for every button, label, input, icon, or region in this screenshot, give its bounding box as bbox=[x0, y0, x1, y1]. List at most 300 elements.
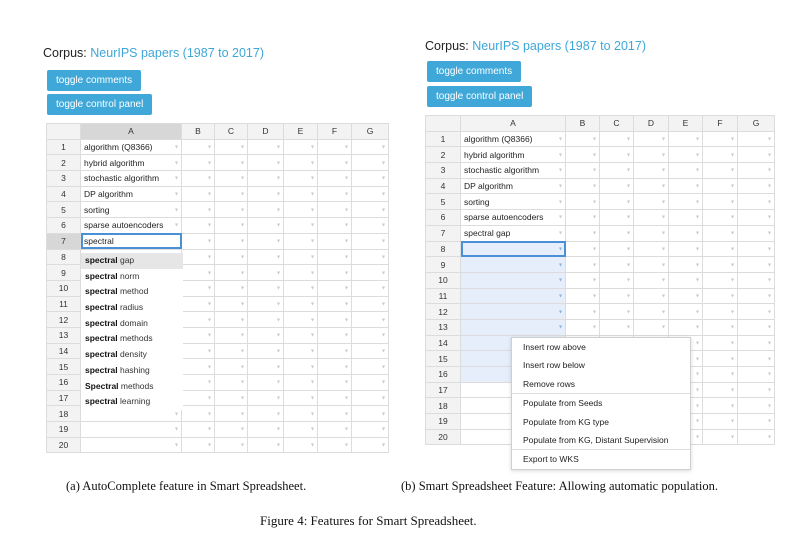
cell[interactable] bbox=[738, 194, 775, 210]
cell-a[interactable]: sorting ▾ bbox=[461, 194, 566, 210]
left-column-header-d[interactable]: D bbox=[248, 124, 284, 140]
cell[interactable] bbox=[669, 131, 703, 147]
cell[interactable] bbox=[703, 335, 738, 351]
row-number[interactable]: 10 bbox=[426, 272, 461, 288]
cell-a[interactable]: stochastic algorithm ▾ bbox=[81, 171, 182, 187]
cell[interactable] bbox=[566, 225, 600, 241]
row-number[interactable]: 11 bbox=[47, 296, 81, 312]
menu-item-export-to-wks[interactable]: Export to WKS bbox=[523, 454, 579, 465]
cell[interactable] bbox=[284, 233, 318, 249]
cell[interactable] bbox=[352, 233, 389, 249]
cell[interactable] bbox=[182, 265, 215, 281]
row-number[interactable]: 15 bbox=[47, 359, 81, 375]
row-number[interactable]: 13 bbox=[47, 327, 81, 343]
cell[interactable] bbox=[738, 398, 775, 414]
cell[interactable] bbox=[248, 218, 284, 234]
cell[interactable] bbox=[215, 437, 248, 453]
cell[interactable] bbox=[634, 241, 669, 257]
cell[interactable] bbox=[600, 194, 634, 210]
row-number[interactable]: 12 bbox=[47, 312, 81, 328]
cell[interactable] bbox=[318, 422, 352, 438]
cell[interactable] bbox=[738, 178, 775, 194]
cell[interactable] bbox=[703, 163, 738, 179]
cell[interactable] bbox=[284, 312, 318, 328]
cell[interactable] bbox=[566, 210, 600, 226]
cell-a[interactable]: sorting ▾ bbox=[81, 202, 182, 218]
cell[interactable] bbox=[703, 319, 738, 335]
cell[interactable] bbox=[352, 406, 389, 422]
cell[interactable] bbox=[284, 186, 318, 202]
cell[interactable] bbox=[284, 406, 318, 422]
cell[interactable] bbox=[284, 359, 318, 375]
autocomplete-option[interactable] bbox=[81, 363, 183, 379]
cell[interactable] bbox=[703, 351, 738, 367]
cell[interactable] bbox=[634, 178, 669, 194]
cell[interactable] bbox=[248, 422, 284, 438]
cell[interactable] bbox=[284, 249, 318, 265]
right-corpus-link[interactable]: NeurIPS papers (1987 to 2017) bbox=[472, 39, 646, 53]
row-number[interactable]: 10 bbox=[47, 280, 81, 296]
cell[interactable] bbox=[182, 186, 215, 202]
cell[interactable] bbox=[248, 186, 284, 202]
left-corpus-link[interactable]: NeurIPS papers (1987 to 2017) bbox=[90, 46, 264, 60]
cell[interactable] bbox=[703, 194, 738, 210]
cell[interactable] bbox=[600, 178, 634, 194]
cell[interactable] bbox=[182, 139, 215, 155]
cell[interactable] bbox=[669, 272, 703, 288]
cell[interactable] bbox=[669, 194, 703, 210]
row-number[interactable]: 18 bbox=[47, 406, 81, 422]
cell[interactable] bbox=[703, 429, 738, 445]
cell[interactable] bbox=[248, 280, 284, 296]
cell[interactable] bbox=[703, 367, 738, 383]
cell[interactable] bbox=[284, 437, 318, 453]
right-toggle-control-panel-button[interactable]: toggle control panel bbox=[427, 86, 532, 107]
cell[interactable] bbox=[215, 390, 248, 406]
cell[interactable] bbox=[634, 288, 669, 304]
cell[interactable] bbox=[318, 359, 352, 375]
cell[interactable] bbox=[634, 131, 669, 147]
cell-a[interactable]: stochastic algorithm ▾ bbox=[461, 163, 566, 179]
cell[interactable] bbox=[703, 304, 738, 320]
cell[interactable] bbox=[215, 265, 248, 281]
cell[interactable] bbox=[318, 390, 352, 406]
cell[interactable] bbox=[248, 202, 284, 218]
cell[interactable] bbox=[600, 288, 634, 304]
cell[interactable] bbox=[738, 351, 775, 367]
cell[interactable] bbox=[318, 280, 352, 296]
cell[interactable] bbox=[566, 257, 600, 273]
cell[interactable] bbox=[352, 155, 389, 171]
cell[interactable] bbox=[669, 163, 703, 179]
cell[interactable] bbox=[215, 249, 248, 265]
row-number[interactable]: 6 bbox=[47, 218, 81, 234]
cell[interactable] bbox=[566, 147, 600, 163]
row-number[interactable]: 9 bbox=[426, 257, 461, 273]
row-number[interactable]: 16 bbox=[426, 367, 461, 383]
cell[interactable] bbox=[352, 171, 389, 187]
cell[interactable] bbox=[248, 171, 284, 187]
cell[interactable] bbox=[248, 375, 284, 391]
cell-a[interactable]: spectral bbox=[81, 233, 182, 249]
cell-a[interactable]: sparse autoencoders ▾ bbox=[81, 218, 182, 234]
cell[interactable] bbox=[182, 406, 215, 422]
cell[interactable] bbox=[703, 288, 738, 304]
right-toggle-comments-button[interactable]: toggle comments bbox=[427, 61, 521, 82]
menu-item-populate-from-seeds[interactable]: Populate from Seeds bbox=[523, 398, 603, 409]
cell[interactable] bbox=[318, 233, 352, 249]
cell[interactable] bbox=[566, 304, 600, 320]
cell[interactable] bbox=[703, 257, 738, 273]
cell[interactable] bbox=[669, 288, 703, 304]
cell[interactable] bbox=[182, 327, 215, 343]
row-number[interactable]: 8 bbox=[47, 249, 81, 265]
left-column-header-g[interactable]: G bbox=[352, 124, 389, 140]
cell[interactable] bbox=[284, 265, 318, 281]
cell[interactable] bbox=[738, 382, 775, 398]
cell[interactable] bbox=[215, 202, 248, 218]
cell[interactable] bbox=[738, 163, 775, 179]
cell[interactable] bbox=[634, 225, 669, 241]
cell[interactable] bbox=[182, 359, 215, 375]
autocomplete-option[interactable] bbox=[81, 269, 183, 285]
cell-a[interactable]: algorithm (Q8366) ▾ bbox=[461, 131, 566, 147]
cell[interactable] bbox=[738, 414, 775, 430]
cell[interactable] bbox=[182, 155, 215, 171]
cell[interactable] bbox=[634, 272, 669, 288]
cell[interactable] bbox=[634, 210, 669, 226]
row-number[interactable]: 14 bbox=[426, 335, 461, 351]
cell[interactable] bbox=[669, 178, 703, 194]
menu-item-insert-row-above[interactable]: Insert row above bbox=[523, 342, 586, 352]
cell[interactable] bbox=[248, 406, 284, 422]
menu-item-remove-rows[interactable]: Remove rows bbox=[523, 378, 575, 389]
cell-a[interactable] bbox=[461, 272, 566, 288]
cell[interactable] bbox=[703, 272, 738, 288]
cell[interactable] bbox=[634, 163, 669, 179]
cell[interactable] bbox=[634, 257, 669, 273]
cell[interactable] bbox=[182, 343, 215, 359]
cell[interactable] bbox=[703, 398, 738, 414]
row-number[interactable]: 7 bbox=[426, 225, 461, 241]
cell[interactable] bbox=[566, 288, 600, 304]
row-number[interactable]: 2 bbox=[47, 155, 81, 171]
cell-a[interactable]: spectral gap ▾ bbox=[461, 225, 566, 241]
cell[interactable] bbox=[738, 225, 775, 241]
cell[interactable] bbox=[215, 139, 248, 155]
cell[interactable] bbox=[215, 171, 248, 187]
cell[interactable] bbox=[669, 304, 703, 320]
row-number[interactable]: 20 bbox=[426, 429, 461, 445]
cell[interactable] bbox=[182, 296, 215, 312]
cell[interactable] bbox=[284, 343, 318, 359]
cell[interactable] bbox=[248, 390, 284, 406]
cell[interactable] bbox=[248, 359, 284, 375]
row-number[interactable]: 13 bbox=[426, 319, 461, 335]
cell[interactable] bbox=[284, 171, 318, 187]
row-number[interactable]: 14 bbox=[47, 343, 81, 359]
right-column-header-a[interactable]: A bbox=[461, 116, 566, 132]
cell[interactable] bbox=[738, 429, 775, 445]
cell[interactable] bbox=[318, 343, 352, 359]
cell[interactable] bbox=[318, 202, 352, 218]
cell[interactable] bbox=[738, 288, 775, 304]
cell[interactable] bbox=[352, 265, 389, 281]
cell[interactable] bbox=[215, 327, 248, 343]
right-column-header-f[interactable]: F bbox=[703, 116, 738, 132]
cell[interactable] bbox=[182, 249, 215, 265]
cell[interactable] bbox=[352, 359, 389, 375]
right-column-header-e[interactable]: E bbox=[669, 116, 703, 132]
cell[interactable] bbox=[738, 304, 775, 320]
menu-item-populate-from-kg-distant-supervision[interactable]: Populate from KG, Distant Supervision bbox=[523, 434, 669, 445]
row-number[interactable]: 1 bbox=[426, 131, 461, 147]
cell-a[interactable] bbox=[461, 304, 566, 320]
cell[interactable] bbox=[182, 280, 215, 296]
cell-a[interactable] bbox=[461, 257, 566, 273]
cell[interactable] bbox=[318, 139, 352, 155]
menu-item-insert-row-below[interactable]: Insert row below bbox=[523, 360, 585, 371]
row-number[interactable]: 17 bbox=[426, 382, 461, 398]
row-number[interactable]: 6 bbox=[426, 210, 461, 226]
cell[interactable] bbox=[318, 171, 352, 187]
row-number[interactable]: 3 bbox=[426, 163, 461, 179]
cell-a[interactable]: hybrid algorithm ▾ bbox=[461, 147, 566, 163]
right-column-header-c[interactable]: C bbox=[600, 116, 634, 132]
cell[interactable] bbox=[566, 272, 600, 288]
cell[interactable] bbox=[352, 437, 389, 453]
cell[interactable] bbox=[248, 312, 284, 328]
cell[interactable] bbox=[318, 249, 352, 265]
cell[interactable] bbox=[738, 210, 775, 226]
cell-a[interactable] bbox=[81, 422, 182, 438]
row-number[interactable]: 4 bbox=[426, 178, 461, 194]
row-number[interactable]: 4 bbox=[47, 186, 81, 202]
cell[interactable] bbox=[600, 257, 634, 273]
row-number[interactable]: 5 bbox=[426, 194, 461, 210]
cell[interactable] bbox=[600, 241, 634, 257]
cell[interactable] bbox=[248, 296, 284, 312]
cell-a[interactable] bbox=[461, 319, 566, 335]
cell[interactable] bbox=[284, 296, 318, 312]
cell[interactable] bbox=[352, 296, 389, 312]
cell[interactable] bbox=[318, 327, 352, 343]
cell[interactable] bbox=[284, 327, 318, 343]
cell[interactable] bbox=[318, 265, 352, 281]
left-toggle-comments-button[interactable]: toggle comments bbox=[47, 70, 141, 91]
cell[interactable] bbox=[703, 131, 738, 147]
cell[interactable] bbox=[215, 359, 248, 375]
cell[interactable] bbox=[284, 390, 318, 406]
autocomplete-option[interactable] bbox=[81, 300, 183, 316]
row-number[interactable]: 17 bbox=[47, 390, 81, 406]
autocomplete-option[interactable] bbox=[81, 347, 183, 363]
cell[interactable] bbox=[352, 390, 389, 406]
cell[interactable] bbox=[738, 335, 775, 351]
row-number[interactable]: 1 bbox=[47, 139, 81, 155]
cell[interactable] bbox=[600, 131, 634, 147]
cell[interactable] bbox=[182, 390, 215, 406]
cell[interactable] bbox=[284, 218, 318, 234]
cell-a[interactable]: hybrid algorithm ▾ bbox=[81, 155, 182, 171]
row-number[interactable]: 20 bbox=[47, 437, 81, 453]
cell[interactable] bbox=[318, 406, 352, 422]
row-number[interactable]: 2 bbox=[426, 147, 461, 163]
cell[interactable] bbox=[600, 304, 634, 320]
left-column-header-b[interactable]: B bbox=[182, 124, 215, 140]
cell[interactable] bbox=[318, 218, 352, 234]
cell-a[interactable]: algorithm (Q8366) ▾ bbox=[81, 139, 182, 155]
left-toggle-control-panel-button[interactable]: toggle control panel bbox=[47, 94, 152, 115]
cell[interactable] bbox=[738, 147, 775, 163]
autocomplete-option[interactable] bbox=[81, 331, 183, 347]
cell[interactable] bbox=[703, 382, 738, 398]
cell[interactable] bbox=[566, 319, 600, 335]
cell[interactable] bbox=[703, 241, 738, 257]
cell[interactable] bbox=[284, 139, 318, 155]
right-corner-cell[interactable] bbox=[426, 116, 461, 132]
row-number[interactable]: 16 bbox=[47, 375, 81, 391]
cell[interactable] bbox=[215, 186, 248, 202]
left-column-header-a[interactable]: A bbox=[81, 124, 182, 140]
cell[interactable] bbox=[215, 296, 248, 312]
right-column-header-b[interactable]: B bbox=[566, 116, 600, 132]
cell[interactable] bbox=[284, 375, 318, 391]
cell[interactable] bbox=[566, 131, 600, 147]
cell[interactable] bbox=[284, 422, 318, 438]
cell[interactable] bbox=[669, 210, 703, 226]
cell[interactable] bbox=[669, 147, 703, 163]
cell[interactable] bbox=[600, 210, 634, 226]
cell-a[interactable] bbox=[461, 241, 566, 257]
cell[interactable] bbox=[215, 155, 248, 171]
cell[interactable] bbox=[284, 280, 318, 296]
cell[interactable] bbox=[352, 375, 389, 391]
autocomplete-option[interactable] bbox=[81, 316, 183, 332]
cell[interactable] bbox=[352, 249, 389, 265]
cell[interactable] bbox=[634, 304, 669, 320]
cell[interactable] bbox=[738, 257, 775, 273]
row-number[interactable]: 15 bbox=[426, 351, 461, 367]
autocomplete-option[interactable] bbox=[81, 379, 183, 395]
autocomplete-option[interactable] bbox=[81, 253, 183, 269]
cell[interactable] bbox=[566, 178, 600, 194]
cell[interactable] bbox=[318, 312, 352, 328]
cell[interactable] bbox=[738, 272, 775, 288]
cell[interactable] bbox=[352, 327, 389, 343]
cell[interactable] bbox=[248, 155, 284, 171]
cell[interactable] bbox=[182, 233, 215, 249]
cell[interactable] bbox=[248, 265, 284, 281]
row-number[interactable]: 11 bbox=[426, 288, 461, 304]
cell[interactable] bbox=[738, 131, 775, 147]
cell[interactable] bbox=[669, 319, 703, 335]
cell[interactable] bbox=[182, 312, 215, 328]
row-number[interactable]: 12 bbox=[426, 304, 461, 320]
cell[interactable] bbox=[215, 343, 248, 359]
cell[interactable] bbox=[352, 343, 389, 359]
cell[interactable] bbox=[352, 139, 389, 155]
left-column-header-f[interactable]: F bbox=[318, 124, 352, 140]
cell-a[interactable] bbox=[81, 437, 182, 453]
cell[interactable] bbox=[318, 186, 352, 202]
cell[interactable] bbox=[182, 422, 215, 438]
cell[interactable] bbox=[703, 210, 738, 226]
cell[interactable] bbox=[182, 171, 215, 187]
cell[interactable] bbox=[669, 241, 703, 257]
row-number[interactable]: 18 bbox=[426, 398, 461, 414]
left-column-header-e[interactable]: E bbox=[284, 124, 318, 140]
cell[interactable] bbox=[248, 327, 284, 343]
cell[interactable] bbox=[352, 280, 389, 296]
cell[interactable] bbox=[318, 437, 352, 453]
cell[interactable] bbox=[284, 202, 318, 218]
row-number[interactable]: 3 bbox=[47, 171, 81, 187]
cell[interactable] bbox=[318, 296, 352, 312]
cell[interactable] bbox=[703, 147, 738, 163]
cell[interactable] bbox=[182, 375, 215, 391]
cell[interactable] bbox=[318, 375, 352, 391]
autocomplete-option[interactable] bbox=[81, 394, 183, 410]
cell[interactable] bbox=[248, 139, 284, 155]
row-number[interactable]: 7 bbox=[47, 233, 81, 249]
right-column-header-d[interactable]: D bbox=[634, 116, 669, 132]
cell[interactable] bbox=[600, 163, 634, 179]
menu-item-populate-from-kg-type[interactable]: Populate from KG type bbox=[523, 416, 609, 427]
cell[interactable] bbox=[215, 422, 248, 438]
left-column-header-c[interactable]: C bbox=[215, 124, 248, 140]
cell[interactable] bbox=[600, 272, 634, 288]
cell[interactable] bbox=[352, 186, 389, 202]
cell[interactable] bbox=[352, 218, 389, 234]
cell[interactable] bbox=[738, 319, 775, 335]
cell[interactable] bbox=[215, 218, 248, 234]
row-number[interactable]: 19 bbox=[47, 422, 81, 438]
cell[interactable] bbox=[703, 178, 738, 194]
cell[interactable] bbox=[634, 194, 669, 210]
cell[interactable] bbox=[215, 375, 248, 391]
row-number[interactable]: 8 bbox=[426, 241, 461, 257]
cell[interactable] bbox=[352, 312, 389, 328]
right-column-header-g[interactable]: G bbox=[738, 116, 775, 132]
cell[interactable] bbox=[566, 194, 600, 210]
cell[interactable] bbox=[703, 414, 738, 430]
cell[interactable] bbox=[182, 202, 215, 218]
row-number[interactable]: 19 bbox=[426, 414, 461, 430]
cell[interactable] bbox=[284, 155, 318, 171]
cell[interactable] bbox=[215, 406, 248, 422]
cell[interactable] bbox=[738, 241, 775, 257]
cell[interactable] bbox=[182, 437, 215, 453]
cell[interactable] bbox=[215, 233, 248, 249]
cell[interactable] bbox=[600, 147, 634, 163]
cell[interactable] bbox=[634, 319, 669, 335]
row-number[interactable]: 5 bbox=[47, 202, 81, 218]
cell[interactable] bbox=[182, 218, 215, 234]
cell-a[interactable]: sparse autoencoders ▾ bbox=[461, 210, 566, 226]
cell[interactable] bbox=[248, 233, 284, 249]
cell[interactable] bbox=[566, 241, 600, 257]
cell[interactable] bbox=[600, 319, 634, 335]
left-corner-cell[interactable] bbox=[47, 124, 81, 140]
cell-a[interactable] bbox=[461, 288, 566, 304]
cell[interactable] bbox=[669, 257, 703, 273]
cell[interactable] bbox=[600, 225, 634, 241]
cell[interactable] bbox=[703, 225, 738, 241]
cell[interactable] bbox=[215, 312, 248, 328]
cell[interactable] bbox=[318, 155, 352, 171]
cell[interactable] bbox=[352, 422, 389, 438]
